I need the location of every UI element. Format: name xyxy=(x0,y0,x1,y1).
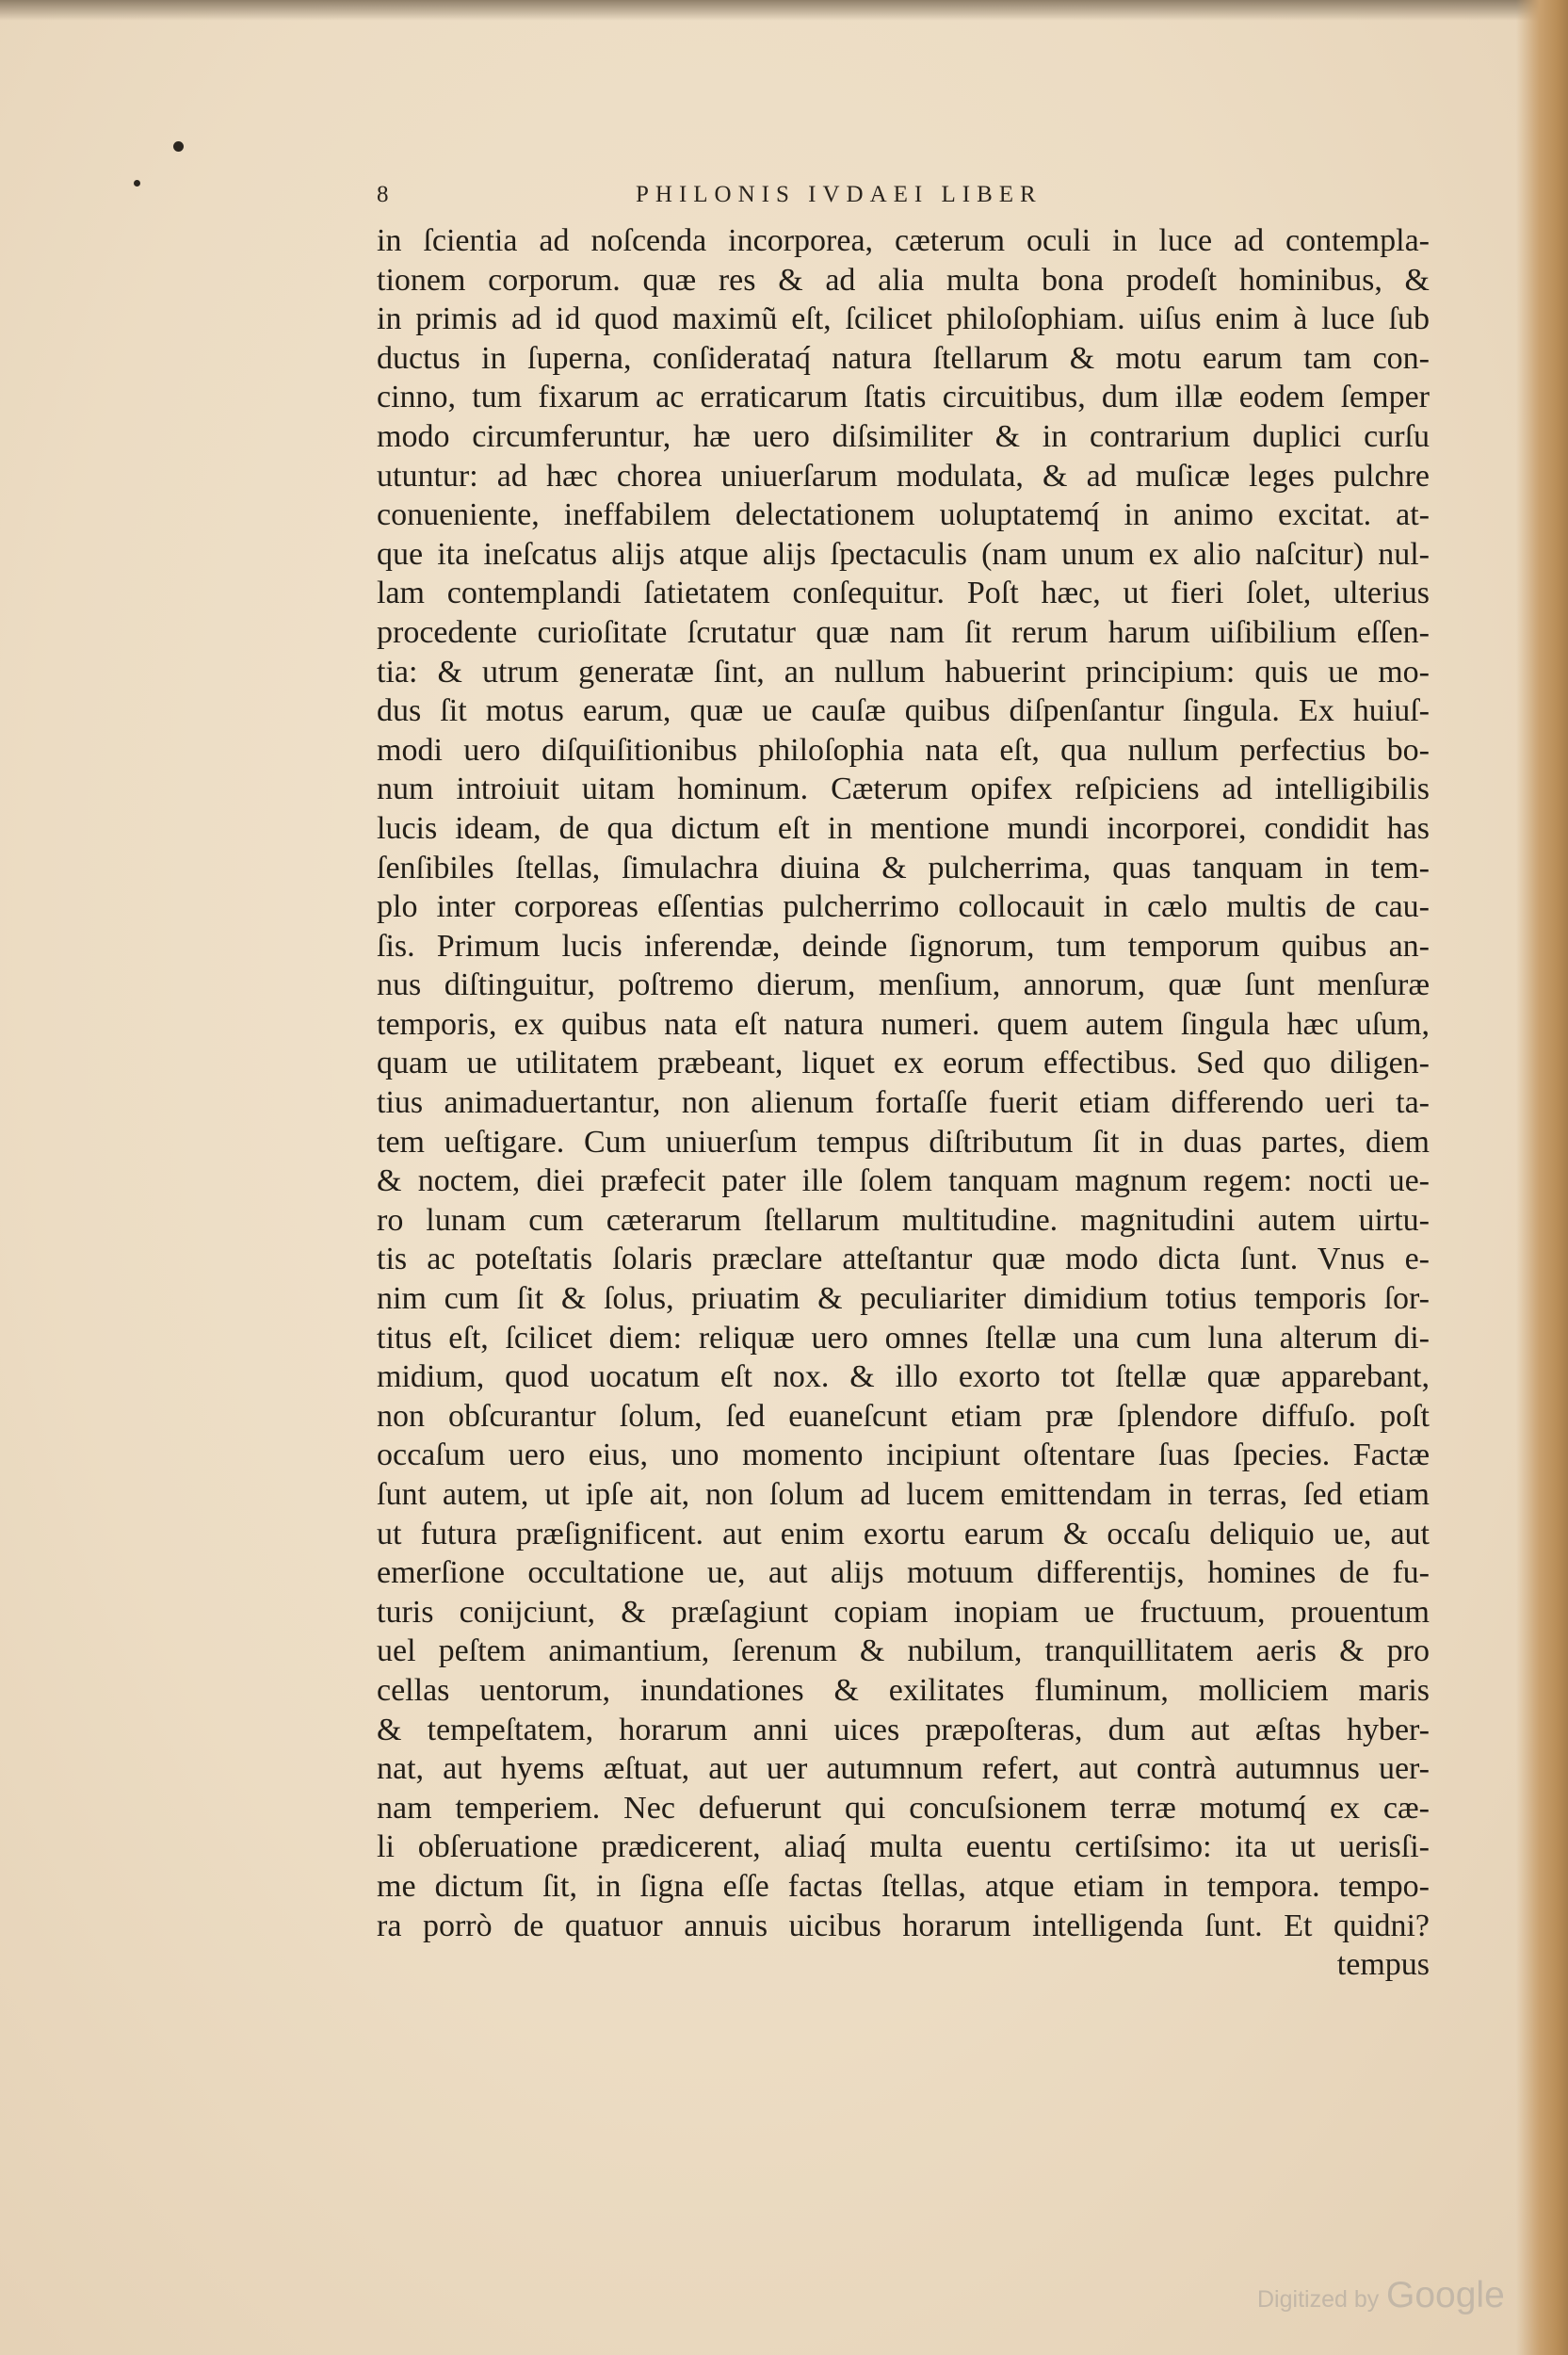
text-line: nim cum ſit & ſolus, priuatim & peculiariter dimidium totius temporis ſor- xyxy=(377,1281,1430,1317)
text-line: que ita ineſcatus alijs atque alijs ſpectaculis (nam unum ex alio naſcitur) nul- xyxy=(377,536,1430,572)
text-line: tionem corporum. quæ res & ad alia multa bona prodeſt hominibus, & xyxy=(377,262,1430,298)
running-title: PHILONIS IVDAEI LIBER xyxy=(636,182,1043,207)
text-line: midium, quod uocatum eſt nox. & illo exorto tot ſtellæ quæ apparebant, xyxy=(377,1359,1430,1395)
page-right-edge xyxy=(1516,0,1568,2355)
text-line: conueniente, ineffabilem delectationem uoluptatemq́ in animo excitat. at- xyxy=(377,497,1430,533)
text-line: nus diſtinguitur, poſtremo dierum, menſium, annorum, quæ ſunt menſuræ xyxy=(377,967,1430,1003)
page-number: 8 xyxy=(377,182,389,207)
text-line: ſis. Primum lucis inferendæ, deinde ſignorum, tum temporum quibus an- xyxy=(377,928,1430,964)
body-text xyxy=(377,221,1430,1985)
text-line: nat, aut hyems æſtuat, aut uer autumnum refert, aut contrà autumnus uer- xyxy=(377,1751,1430,1787)
text-line: ra porrò de quatuor annuis uicibus horarum intelligenda ſunt. Et quidni? xyxy=(377,1908,1430,1943)
text-line: occaſum uero eius, uno momento incipiunt oſtentare ſuas ſpecies. Factæ xyxy=(377,1437,1430,1473)
text-line: procedente curioſitate ſcrutatur quæ nam ſit rerum harum uiſibilium eſſen- xyxy=(377,614,1430,650)
text-line: tempus xyxy=(1336,1947,1430,1983)
running-head xyxy=(377,182,1431,214)
text-line: lam contemplandi ſatietatem conſequitur. Poſt hæc, ut fieri ſolet, ulterius xyxy=(377,576,1430,611)
text-line: ut futura præſignificent. aut enim exortu earum & occaſu deliquio ue, aut xyxy=(377,1516,1430,1551)
text-line: plo inter corporeas eſſentias pulcherrimo collocauit in cælo multis de cau- xyxy=(377,889,1430,925)
text-line: tem ueſtigare. Cum uniuerſum tempus diſtributum ſit in duas partes, diem xyxy=(377,1124,1430,1160)
text-line: temporis, ex quibus nata eſt natura numeri. quem autem ſingula hæc uſum, xyxy=(377,1006,1430,1042)
page-top-shadow xyxy=(0,0,1568,21)
watermark-prefix: Digitized by xyxy=(1257,2286,1380,2313)
ink-speck xyxy=(173,141,184,152)
text-line: emerſione occultatione ue, aut alijs motuum differentijs, homines de fu- xyxy=(377,1555,1430,1591)
text-line: nam temperiem. Nec defuerunt qui concuſsionem terræ motumq́ ex cæ- xyxy=(377,1790,1430,1826)
digitized-watermark xyxy=(1257,2275,1505,2316)
text-line: in primis ad id quod maximũ eſt, ſcilicet philoſophiam. uiſus enim à luce ſub xyxy=(377,301,1430,337)
text-line: tis ac poteſtatis ſolaris præclare atteſtantur quæ modo dicta ſunt. Vnus e- xyxy=(377,1242,1430,1277)
text-line: me dictum ſit, in ſigna eſſe factas ſtellas, atque etiam in tempora. tempo- xyxy=(377,1868,1430,1904)
text-line: utuntur: ad hæc chorea uniuerſarum modulata, & ad muſicæ leges pulchre xyxy=(377,458,1430,494)
text-line: non obſcurantur ſolum, ſed euaneſcunt etiam præ ſplendore diffuſo. poſt xyxy=(377,1398,1430,1434)
text-line: tius animaduertantur, non alienum fortaſſe fuerit etiam differendo ueri ta- xyxy=(377,1085,1430,1121)
text-line: quam ue utilitatem præbeant, liquet ex eorum effectibus. Sed quo diligen- xyxy=(377,1046,1430,1081)
watermark-brand: Google xyxy=(1386,2275,1505,2315)
text-line: cinno, tum fixarum ac erraticarum ſtatis circuitibus, dum illæ eodem ſemper xyxy=(377,380,1430,415)
text-line: modo circumferuntur, hæ uero diſsimiliter & in contrarium duplici curſu xyxy=(377,418,1430,454)
text-line: turis conijciunt, & præſagiunt copiam inopiam ue fructuum, prouentum xyxy=(377,1594,1430,1630)
ink-speck xyxy=(134,180,140,187)
text-line: cellas uentorum, inundationes & exilitates fluminum, molliciem maris xyxy=(377,1672,1430,1708)
text-line: num introiuit uitam hominum. Cæterum opifex reſpiciens ad intelligibilis xyxy=(377,771,1430,807)
text-line: ſunt autem, ut ipſe ait, non ſolum ad lucem emittendam in terras, ſed etiam xyxy=(377,1477,1430,1512)
text-line: ſenſibiles ſtellas, ſimulachra diuina & pulcherrima, quas tanquam in tem- xyxy=(377,850,1430,885)
text-line: dus ſit motus earum, quæ ue cauſæ quibus diſpenſantur ſingula. Ex huiuſ- xyxy=(377,693,1430,729)
text-line: tia: & utrum generatæ ſint, an nullum habuerint principium: quis ue mo- xyxy=(377,654,1430,690)
text-line: lucis ideam, de qua dictum eſt in mentione mundi incorporei, condidit has xyxy=(377,810,1430,846)
text-line: titus eſt, ſcilicet diem: reliquæ uero omnes ſtellæ una cum luna alterum di- xyxy=(377,1320,1430,1356)
text-line: ro lunam cum cæterarum ſtellarum multitudine. magnitudini autem uirtu- xyxy=(377,1202,1430,1238)
text-line: in ſcientia ad noſcenda incorporea, cæterum oculi in luce ad contempla- xyxy=(377,223,1430,258)
text-line: & tempeſtatem, horarum anni uices præpoſteras, dum aut æſtas hyber- xyxy=(377,1712,1430,1747)
text-line: li obſeruatione prædicerent, aliaq́ multa euentu certiſsimo: ita ut uerisſi- xyxy=(377,1829,1430,1865)
text-line: uel peſtem animantium, ſerenum & nubilum, tranquillitatem aeris & pro xyxy=(377,1633,1430,1669)
text-line: & noctem, diei præfecit pater ille ſolem tanquam magnum regem: nocti ue- xyxy=(377,1163,1430,1199)
text-line: modi uero diſquiſitionibus philoſophia nata eſt, qua nullum perfectius bo- xyxy=(377,732,1430,768)
text-line: ductus in ſuperna, conſiderataq́ natura ſtellarum & motu earum tam con- xyxy=(377,340,1430,376)
